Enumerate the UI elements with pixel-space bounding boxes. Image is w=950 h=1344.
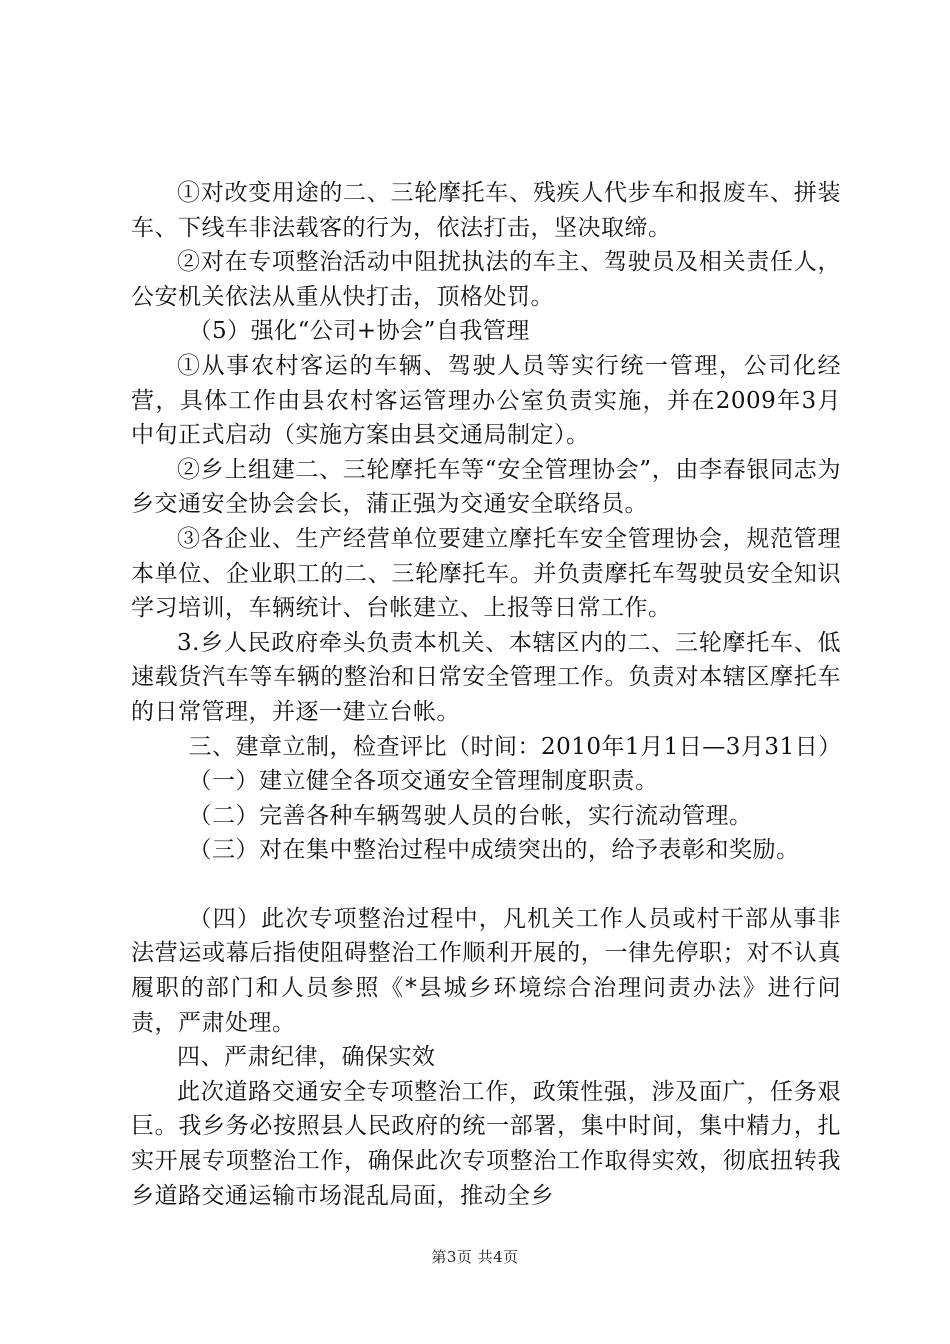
document-body — [131, 176, 841, 1213]
section-heading: 三、建章立制，检查评比（时间：2010年1月1日—3月31日） — [188, 733, 842, 760]
section-heading: 四、严肃纪律，确保实效 — [177, 1044, 436, 1071]
section-heading: （5）强化“公司+协会”自我管理 — [188, 318, 530, 345]
paragraph: ②乡上组建二、三轮摩托车等“安全管理协会”，由李春银同志为乡交通安全协会会长，蒲正强为交通安全联络员。 — [131, 456, 841, 518]
paragraph: ①对改变用途的二、三轮摩托车、残疾人代步车和报废车、拼装车、下线车非法载客的行为，依法打击，坚决取缔。 — [131, 180, 841, 241]
page-footer: 第3页 共4页 — [431, 1248, 519, 1266]
list-item: （三）对在集中整治过程中成绩突出的，给予表彰和奖励。 — [188, 837, 800, 864]
paragraph: ②对在专项整治活动中阻扰执法的车主、驾驶员及相关责任人，公安机关依法从重从快打击，顶格处罚。 — [131, 249, 841, 310]
paragraph: 此次道路交通安全专项整治工作，政策性强，涉及面广，任务艰巨。我乡务必按照县人民政府的统一部署，集中时间，集中精力，扎实开展专项整治工作，确保此次专项整治工作取得实效，彻底扭转我乡道路交通运输市场混乱局面，推动全乡 — [131, 1078, 841, 1209]
list-item: （四）此次专项整治过程中，凡机关工作人员或村干部从事非法营运或幕后指使阻碍整治工作顺利开展的，一律先停职；对不认真履职的部门和人员参照《*县城乡环境综合治理问责办法》进行问责，严肃处理。 — [131, 905, 841, 1036]
list-item: （二）完善各种车辆驾驶人员的台帐，实行流动管理。 — [188, 802, 753, 829]
paragraph: ①从事农村客运的车辆、驾驶人员等实行统一管理，公司化经营，具体工作由县农村客运管理办公室负责实施，并在2009年3月中旬正式启动（实施方案由县交通局制定）。 — [131, 352, 841, 449]
blank-line — [131, 868, 841, 902]
paragraph: 3.乡人民政府牵头负责本机关、本辖区内的二、三轮摩托车、低速载货汽车等车辆的整治和日常安全管理工作。负责对本辖区摩托车的日常管理，并逐一建立台帐。 — [131, 629, 841, 725]
list-item: （一）建立健全各项交通安全管理制度职责。 — [188, 768, 659, 795]
paragraph: ③各企业、生产经营单位要建立摩托车安全管理协会，规范管理本单位、企业职工的二、三轮摩托车。并负责摩托车驾驶员安全知识学习培训，车辆统计、台帐建立、上报等日常工作。 — [131, 525, 841, 622]
